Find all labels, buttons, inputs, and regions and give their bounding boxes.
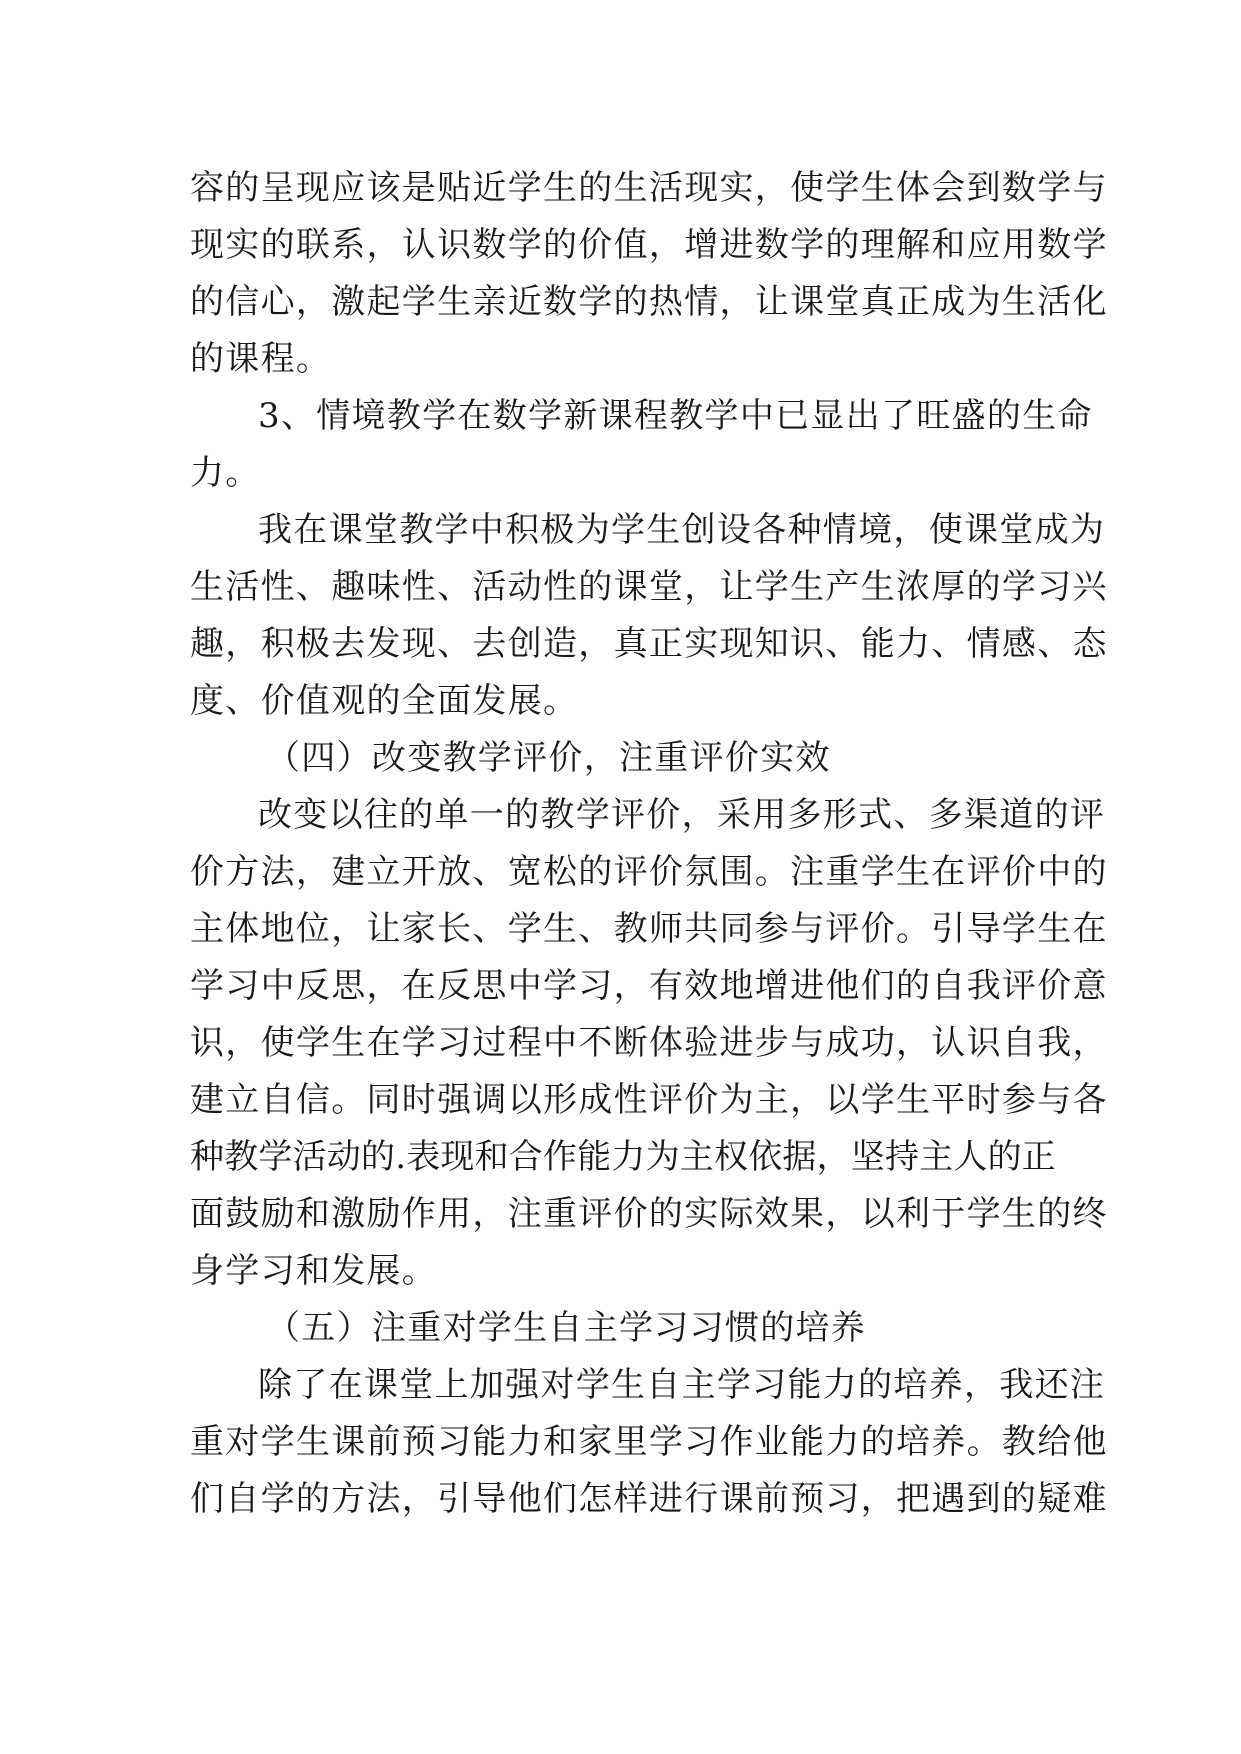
text-line: 身学习和发展。 xyxy=(190,1251,438,1291)
text-line: 们自学的方法，引导他们怎样进行课前预习，把遇到的疑难 xyxy=(190,1479,1108,1519)
text-line: 现实的联系，认识数学的价值，增进数学的理解和应用数学 xyxy=(190,225,1108,265)
text-line: 识，使学生在学习过程中不断体验进步与成功，认识自我， xyxy=(190,1023,1108,1063)
section-heading: （四）改变教学评价，注重评价实效 xyxy=(266,738,831,778)
text-line: 面鼓励和激励作用，注重评价的实际效果，以利于学生的终 xyxy=(190,1194,1108,1234)
text-line: 的课程。 xyxy=(190,339,332,379)
text-line: 3、情境教学在数学新课程教学中已显出了旺盛的生命 xyxy=(258,396,1093,436)
text-line: 力。 xyxy=(190,453,261,493)
text-line: 度、价值观的全面发展。 xyxy=(190,681,579,721)
text-line: 的信心，激起学生亲近数学的热情，让课堂真正成为生活化 xyxy=(190,282,1108,322)
text-line: 重对学生课前预习能力和家里学习作业能力的培养。教给他 xyxy=(190,1422,1108,1462)
text-line: 除了在课堂上加强对学生自主学习能力的培养，我还注 xyxy=(258,1365,1106,1405)
text-line: 建立自信。同时强调以形成性评价为主，以学生平时参与各 xyxy=(190,1080,1108,1120)
text-line: 我在课堂教学中积极为学生创设各种情境，使课堂成为 xyxy=(258,510,1106,550)
section-heading: （五）注重对学生自主学习习惯的培养 xyxy=(266,1308,867,1348)
text-line: 趣，积极去发现、去创造，真正实现知识、能力、情感、态 xyxy=(190,624,1108,664)
text-line: 容的呈现应该是贴近学生的生活现实，使学生体会到数学与 xyxy=(190,168,1108,208)
text-line: 生活性、趣味性、活动性的课堂，让学生产生浓厚的学习兴 xyxy=(190,567,1108,607)
text-line: 价方法，建立开放、宽松的评价氛围。注重学生在评价中的 xyxy=(190,852,1108,892)
text-line: 主体地位，让家长、学生、教师共同参与评价。引导学生在 xyxy=(190,909,1108,949)
text-line: 改变以往的单一的教学评价，采用多形式、多渠道的评 xyxy=(258,795,1106,835)
text-line: 学习中反思，在反思中学习，有效地增进他们的自我评价意 xyxy=(190,966,1108,1006)
text-line: 种教学活动的.表现和合作能力为主权依据，坚持主人的正 xyxy=(190,1137,1057,1177)
